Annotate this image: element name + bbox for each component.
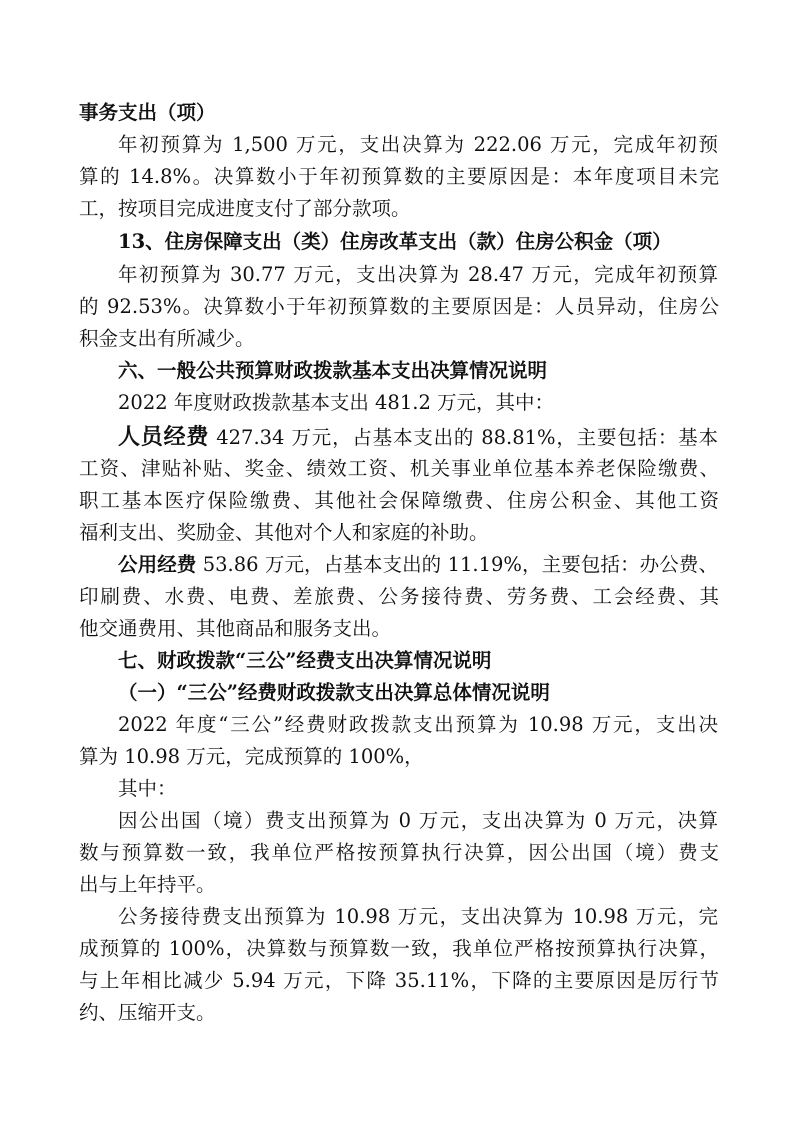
para-three-public-line-1: 2022 年度“三公”经费财政拨款支出预算为 10.98 万元，支出决: [118, 713, 718, 736]
para-public-line-1: [118, 552, 718, 578]
para-reception-line-1: 公务接待费支出预算为 10.98 万元，支出决算为 10.98 万元，完: [118, 905, 718, 928]
para-personnel-line-3: 职工基本医疗保险缴费、其他社会保障缴费、住房公积金、其他工资: [79, 489, 719, 512]
para-reception-line-3: 与上年相比减少 5.94 万元，下降 35.11%，下降的主要原因是厉行节: [79, 969, 719, 992]
para-personnel-line-1-text: 427.34 万元，占基本支出的 88.81%，主要包括：基本: [209, 426, 718, 449]
para-service-line-1: 年初预算为 1,500 万元，支出决算为 222.06 万元，完成年初预: [118, 133, 718, 156]
para-basic-expense-total: 2022 年度财政拨款基本支出 481.2 万元，其中：: [118, 391, 555, 414]
heading-section-7: 七、财政拨款“三公”经费支出决算情况说明: [118, 649, 492, 672]
para-service-line-2: 算的 14.8%。决算数小于年初预算数的主要原因是：本年度项目未完: [79, 165, 719, 188]
term-public: 公用经费: [118, 553, 197, 576]
para-personnel-line-4: 福利支出、奖励金、其他对个人和家庭的补助。: [79, 521, 489, 544]
para-reception-line-2: 成预算的 100%，决算数与预算数一致，我单位严格按预算执行决算，: [79, 937, 719, 960]
para-housing-line-1: 年初预算为 30.77 万元，支出决算为 28.47 万元，完成年初预算: [118, 263, 718, 286]
para-public-line-3: 他交通费用、其他商品和服务支出。: [79, 617, 392, 640]
para-three-public-line-2: 算为 10.98 万元，完成预算的 100%，: [79, 745, 424, 768]
para-personnel-line-2: 工资、津贴补贴、奖金、绩效工资、机关事业单位基本养老保险缴费、: [79, 457, 719, 480]
para-among-them: 其中：: [118, 777, 177, 800]
heading-housing: 13、住房保障支出（类）住房改革支出（款）住房公积金（项）: [118, 230, 672, 253]
para-public-line-2: 印刷费、水费、电费、差旅费、公务接待费、劳务费、工会经费、其: [79, 585, 719, 608]
para-reception-line-4: 约、压缩开支。: [79, 1001, 216, 1024]
para-abroad-line-2: 数与预算数一致，我单位严格按预算执行决算，因公出国（境）费支: [79, 841, 719, 864]
heading-section-7-1: （一）“三公”经费财政拨款支出决算总体情况说明: [118, 681, 550, 704]
heading-section-6: 六、一般公共预算财政拨款基本支出决算情况说明: [118, 359, 548, 382]
heading-service-expense: 事务支出（项）: [79, 101, 216, 124]
para-housing-line-3: 积金支出有所减少。: [79, 327, 255, 350]
para-housing-line-2: 的 92.53%。决算数小于年初预算数的主要原因是：人员异动，住房公: [79, 295, 719, 318]
term-personnel: 人员经费: [118, 424, 210, 450]
para-abroad-line-3: 出与上年持平。: [79, 873, 216, 896]
para-public-line-1-text: 53.86 万元，占基本支出的 11.19%，主要包括：办公费、: [196, 553, 718, 576]
para-abroad-line-1: 因公出国（境）费支出预算为 0 万元，支出决算为 0 万元，决算: [118, 809, 718, 832]
para-personnel-line-1: [118, 424, 718, 451]
para-service-line-3: 工，按项目完成进度支付了部分款项。: [79, 197, 411, 220]
